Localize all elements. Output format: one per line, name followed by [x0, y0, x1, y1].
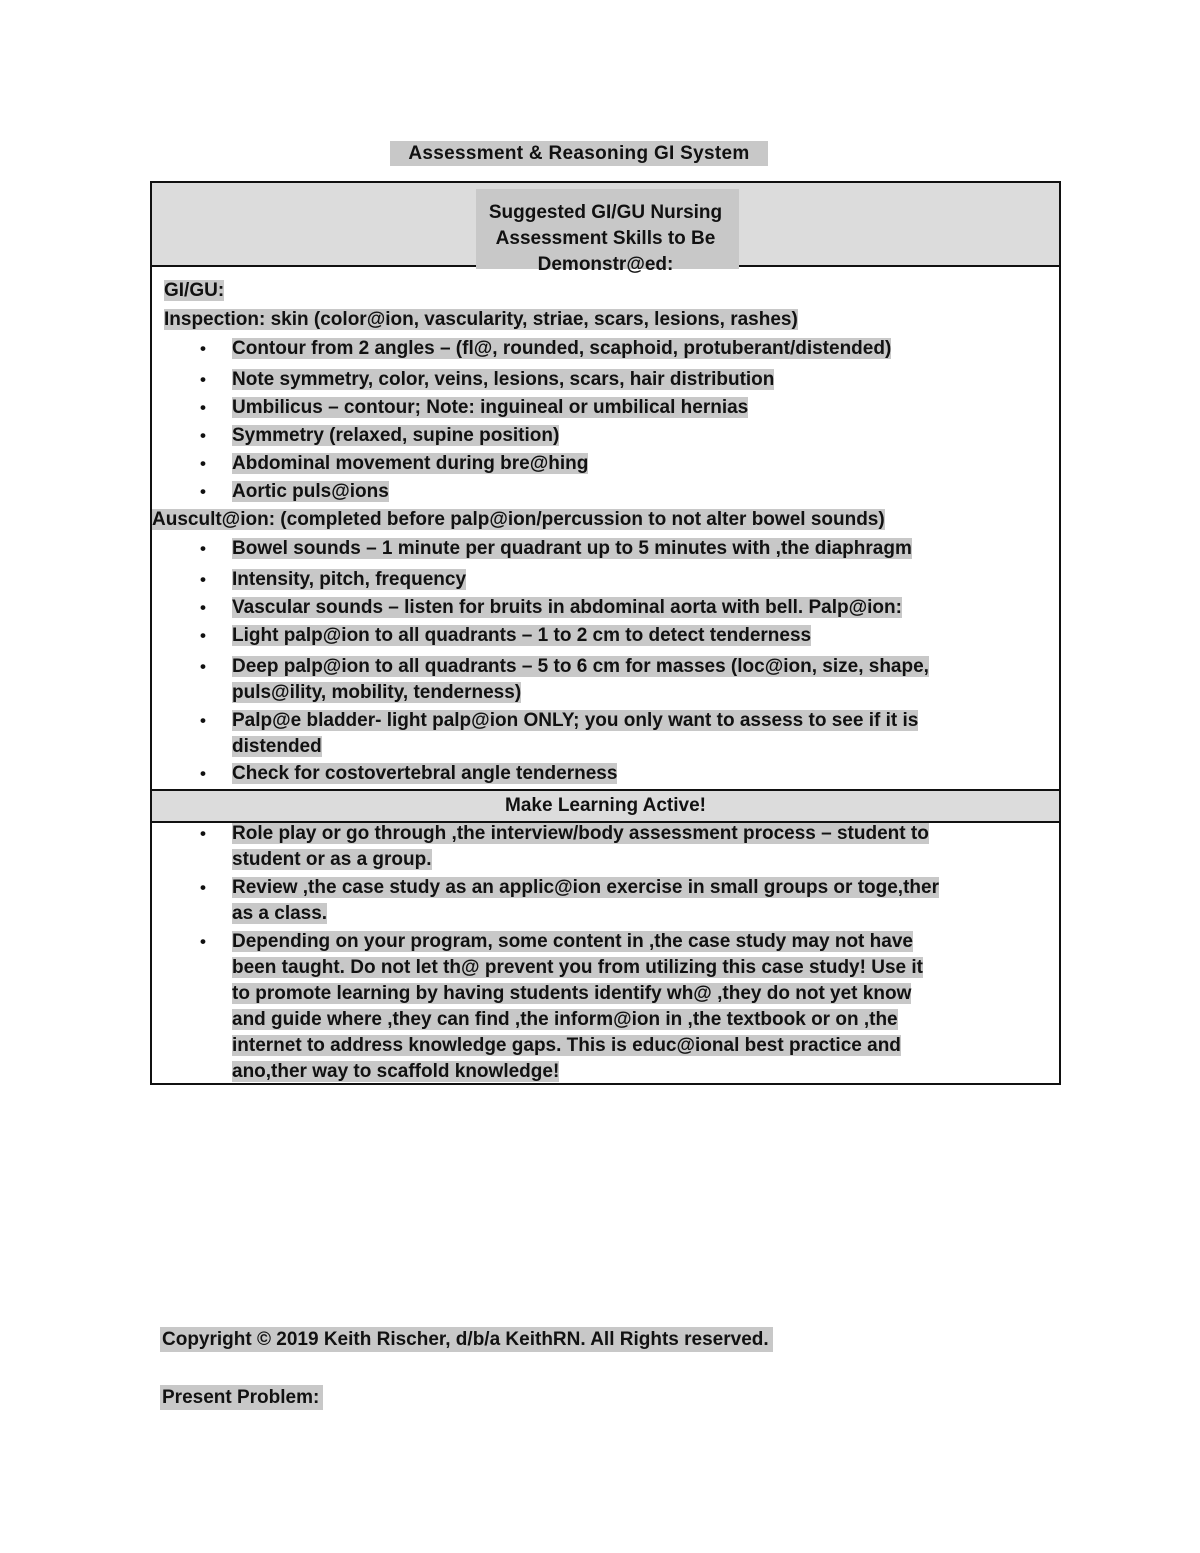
page-title: Assessment & Reasoning GI System [390, 141, 768, 166]
copyright-notice: Copyright © 2019 Keith Rischer, d/b/a KeithRN. All Rights reserved. [160, 1327, 773, 1352]
list-item: Role play or go through ,the interview/body assessment process – student to [232, 823, 929, 844]
bullet: • [200, 482, 206, 501]
auscultation-heading: Auscult@ion: (completed before palp@ion/percussion to not alter bowel sounds) [152, 509, 885, 530]
bullet: • [200, 932, 206, 951]
bullet: • [200, 398, 206, 417]
list-item: to promote learning by having students identify wh@ ,they do not yet know [232, 983, 912, 1004]
list-item: Palp@e bladder- light palp@ion ONLY; you only want to assess to see if it is [232, 710, 919, 731]
bullet: • [200, 370, 206, 389]
assessment-table [150, 181, 1061, 1085]
header-line: Suggested GI/GU Nursing [488, 202, 723, 223]
list-item: Vascular sounds – listen for bruits in abdominal aorta with bell. Palp@ion: [232, 597, 902, 618]
list-item: been taught. Do not let th@ prevent you from utilizing this case study! Use it [232, 957, 923, 978]
bullet: • [200, 657, 206, 676]
list-item: and guide where ,they can find ,the inform@ion in ,the textbook or on ,the [232, 1009, 898, 1030]
bullet: • [200, 539, 206, 558]
list-item: Umbilicus – contour; Note: inguineal or umbilical hernias [232, 397, 749, 418]
table-header [152, 200, 1059, 278]
list-item: Depending on your program, some content in ,the case study may not have [232, 931, 913, 952]
bullet: • [200, 878, 206, 897]
list-item: student or as a group. [232, 849, 432, 870]
present-problem-heading: Present Problem: [160, 1385, 323, 1410]
bullet: • [200, 454, 206, 473]
list-item: internet to address knowledge gaps. This is educ@ional best practice and [232, 1035, 901, 1056]
list-item: Intensity, pitch, frequency [232, 569, 467, 590]
list-item: Deep palp@ion to all quadrants – 5 to 6 cm for masses (loc@ion, size, shape, [232, 656, 929, 677]
list-item: Light palp@ion to all quadrants – 1 to 2 cm to detect tenderness [232, 625, 812, 646]
list-item: Bowel sounds – 1 minute per quadrant up to 5 minutes with ,the diaphragm [232, 538, 912, 559]
bullet: • [200, 426, 206, 445]
bullet: • [200, 711, 206, 730]
bullet: • [200, 824, 206, 843]
header-line: Demonstr@ed: [537, 254, 674, 275]
bullet: • [200, 764, 206, 783]
header-line: Assessment Skills to Be [495, 228, 716, 249]
bullet: • [200, 598, 206, 617]
list-item: puls@ility, mobility, tenderness) [232, 682, 522, 703]
list-item: Abdominal movement during bre@hing [232, 453, 589, 474]
list-item: Review ,the case study as an applic@ion exercise in small groups or toge,ther [232, 877, 939, 898]
list-item: Contour from 2 angles – (fl@, rounded, scaphoid, protuberant/distended) [232, 338, 892, 359]
table-header-row [152, 183, 1059, 275]
list-item: Aortic puls@ions [232, 481, 389, 502]
list-item: ano,ther way to scaffold knowledge! [232, 1061, 560, 1082]
bullet: • [200, 339, 206, 358]
list-item: Symmetry (relaxed, supine position) [232, 425, 560, 446]
list-item: Check for costovertebral angle tenderness [232, 763, 618, 784]
bullet: • [200, 626, 206, 645]
list-item: distended [232, 736, 322, 757]
list-item: as a class. [232, 903, 328, 924]
list-item: Note symmetry, color, veins, lesions, scars, hair distribution [232, 369, 775, 390]
bullet: • [200, 570, 206, 589]
make-learning-active-heading: Make Learning Active! [152, 789, 1059, 823]
section-label: GI/GU: [164, 280, 225, 301]
inspection-heading: Inspection: skin (color@ion, vascularity, striae, scars, lesions, rashes) [164, 309, 798, 330]
